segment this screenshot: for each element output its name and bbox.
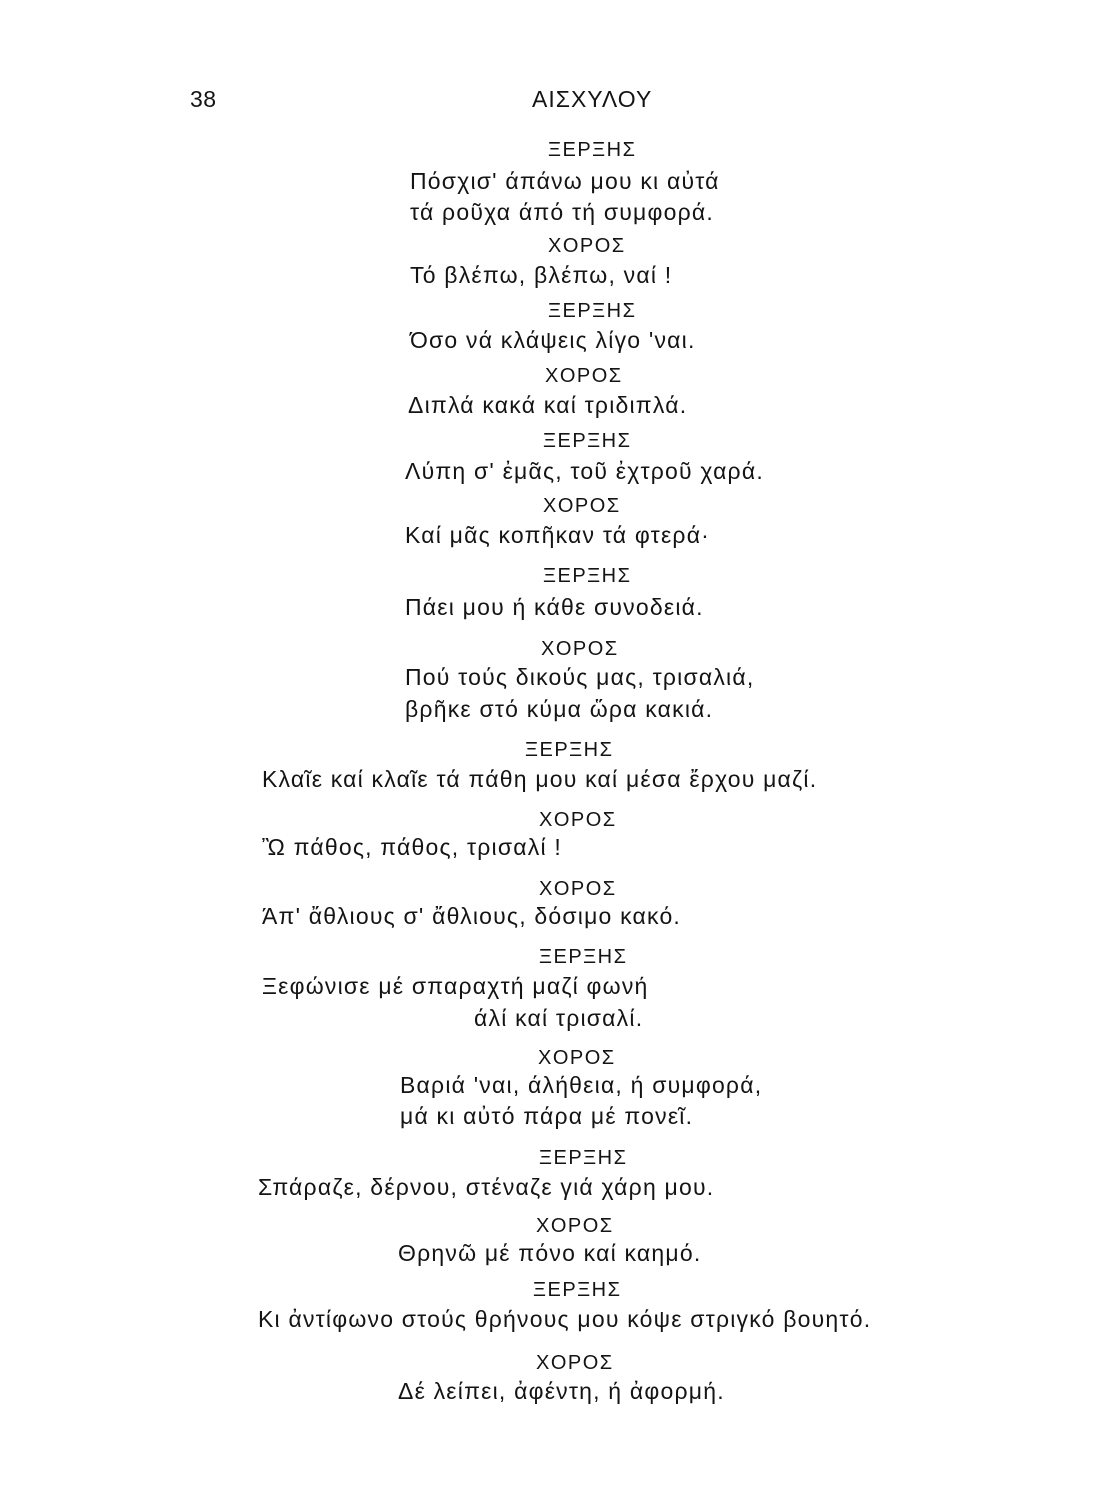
speaker-label: ΞΕΡΞΗΣ: [543, 565, 632, 587]
speaker-label: ΧΟΡΟΣ: [545, 365, 623, 387]
speaker-label: ΧΟΡΟΣ: [543, 495, 621, 517]
verse-line: βρῆκε στό κύμα ὥρα κακιά.: [405, 696, 714, 722]
verse-line: Ὢ πάθος, πάθος, τρισαλί !: [262, 834, 562, 860]
verse-line: Βαριά 'ναι, άλήθεια, ή συμφορά,: [400, 1072, 763, 1098]
speaker-label: ΞΕΡΞΗΣ: [548, 139, 637, 161]
speaker-label: ΧΟΡΟΣ: [539, 878, 617, 900]
verse-line: Όσο νά κλάψεις λίγο 'ναι.: [410, 327, 696, 353]
verse-line: άλί καί τρισαλί.: [474, 1005, 644, 1031]
verse-line: Πού τούς δικούς μας, τρισαλιά,: [405, 664, 755, 690]
verse-line: Δέ λείπει, ἀφέντη, ή ἀφορμή.: [398, 1378, 725, 1404]
speaker-label: ΞΕΡΞΗΣ: [525, 739, 614, 761]
speaker-label: ΧΟΡΟΣ: [538, 1047, 616, 1069]
verse-line: μά κι αὐτό πάρα μέ πονεῖ.: [400, 1103, 694, 1129]
verse-line: τά ροῦχα άπό τή συμφορά.: [410, 199, 714, 225]
speaker-label: ΧΟΡΟΣ: [539, 809, 617, 831]
speaker-label: ΞΕΡΞΗΣ: [543, 430, 632, 452]
verse-line: Πάει μου ή κάθε συνοδειά.: [405, 594, 704, 620]
verse-line: Κι ἀντίφωνο στούς θρήνους μου κόψε στριγκό βουητό.: [258, 1306, 872, 1332]
speaker-label: ΧΟΡΟΣ: [536, 1352, 614, 1374]
running-head: ΑΙΣΧΥΛΟΥ: [532, 86, 653, 112]
verse-line: Σπάραζε, δέρνου, στέναζε γιά χάρη μου.: [258, 1174, 715, 1200]
speaker-label: ΞΕΡΞΗΣ: [533, 1279, 622, 1301]
verse-line: Άπ' ἄθλιους σ' ἄθλιους, δόσιμο κακό.: [262, 903, 682, 929]
speaker-label: ΧΟΡΟΣ: [541, 638, 619, 660]
verse-line: Λύπη σ' ἐμᾶς, τοῦ ἐχτροῦ χαρά.: [405, 458, 764, 484]
page-number: 38: [190, 86, 217, 112]
verse-line: Πόσχισ' άπάνω μου κι αὐτά: [410, 168, 720, 194]
verse-line: Θρηνῶ μέ πόνο καί καημό.: [398, 1240, 702, 1266]
verse-line: Διπλά κακά καί τριδιπλά.: [408, 392, 688, 418]
speaker-label: ΧΟΡΟΣ: [536, 1215, 614, 1237]
speaker-label: ΞΕΡΞΗΣ: [539, 1147, 628, 1169]
verse-line: Ξεφώνισε μέ σπαραχτή μαζί φωνή: [262, 973, 649, 999]
speaker-label: ΧΟΡΟΣ: [548, 235, 626, 257]
verse-line: Κλαῖε καί κλαῖε τά πάθη μου καί μέσα ἔρχου μαζί.: [262, 766, 818, 792]
verse-line: Καί μᾶς κοπῆκαν τά φτερά·: [405, 522, 711, 548]
verse-line: Τό βλέπω, βλέπω, ναί !: [410, 262, 673, 288]
speaker-label: ΞΕΡΞΗΣ: [539, 946, 628, 968]
speaker-label: ΞΕΡΞΗΣ: [548, 300, 637, 322]
